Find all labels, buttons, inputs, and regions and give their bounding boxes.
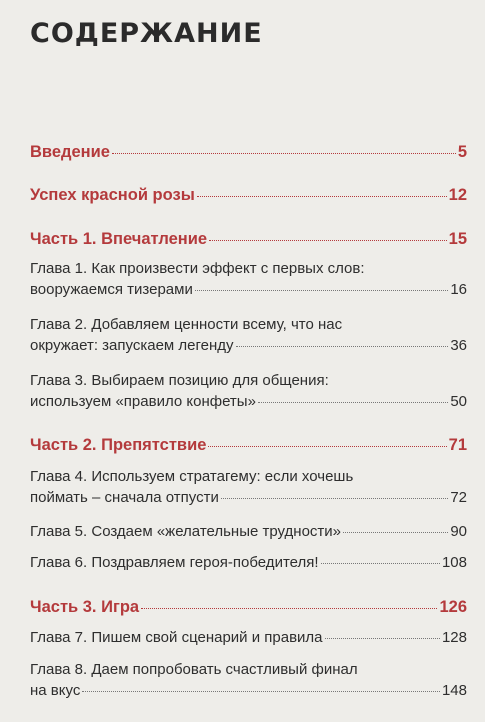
toc-chapter-2[interactable] xyxy=(30,314,467,356)
toc-dot-leader xyxy=(197,196,447,197)
toc-part-3[interactable] xyxy=(30,598,467,617)
toc-part-label: Часть 2. Препятствие xyxy=(30,436,207,454)
toc-chapter-page: 16 xyxy=(450,281,467,298)
toc-chapter-title: Глава 6. Поздравляем героя-победителя! xyxy=(30,554,319,571)
toc-chapter-page: 72 xyxy=(450,489,467,506)
toc-chapter-page: 50 xyxy=(450,393,467,410)
toc-section-page: 5 xyxy=(457,143,467,161)
toc-chapter-6[interactable] xyxy=(30,552,467,573)
toc-dot-leader xyxy=(325,638,440,639)
toc-dot-leader xyxy=(258,402,448,403)
toc-chapter-title-line1: Глава 2. Добавляем ценности всему, что нас xyxy=(30,316,343,333)
page-title: СОДЕРЖАНИЕ xyxy=(30,18,263,49)
toc-chapter-7[interactable] xyxy=(30,627,467,648)
toc-part-1[interactable] xyxy=(30,230,467,249)
toc-part-page: 71 xyxy=(448,436,467,454)
toc-chapter-title-line2: используем «правило конфеты» xyxy=(30,393,256,410)
toc-section-label: Введение xyxy=(30,143,110,161)
toc-chapter-page: 36 xyxy=(450,337,467,354)
toc-chapter-page: 90 xyxy=(450,523,467,540)
toc-chapter-title: Глава 7. Пишем свой сценарий и правила xyxy=(30,629,323,646)
toc-chapter-page: 128 xyxy=(441,629,467,646)
toc-part-label: Часть 1. Впечатление xyxy=(30,230,208,248)
toc-dot-leader xyxy=(112,153,456,154)
toc-dot-leader xyxy=(208,446,446,447)
toc-chapter-title-line2: вооружаемся тизерами xyxy=(30,281,193,298)
toc-dot-leader xyxy=(236,346,449,347)
toc-dot-leader xyxy=(195,290,448,291)
toc-chapter-4[interactable] xyxy=(30,466,467,508)
toc-chapter-8[interactable] xyxy=(30,659,467,701)
toc-chapter-title: Глава 5. Создаем «желательные трудности» xyxy=(30,523,342,540)
toc-chapter-3[interactable] xyxy=(30,370,467,412)
toc-chapter-title-line2: окружает: запускаем легенду xyxy=(30,337,234,354)
toc-chapter-page: 148 xyxy=(441,682,467,699)
toc-dot-leader xyxy=(321,563,440,564)
toc-part-label: Часть 3. Игра xyxy=(30,598,140,616)
toc-section-page: 12 xyxy=(448,186,467,204)
toc-part-page: 126 xyxy=(439,598,467,616)
toc-dot-leader xyxy=(82,691,440,692)
toc-chapter-page: 108 xyxy=(441,554,467,571)
toc-part-page: 15 xyxy=(448,230,467,248)
toc-dot-leader xyxy=(141,608,437,609)
toc-section-intro[interactable] xyxy=(30,143,467,162)
toc-chapter-5[interactable] xyxy=(30,521,467,542)
toc-dot-leader xyxy=(209,240,447,241)
toc-dot-leader xyxy=(221,498,448,499)
toc-chapter-title-line2: поймать – сначала отпусти xyxy=(30,489,219,506)
toc-chapter-title-line2: на вкус xyxy=(30,682,81,699)
toc-section-red-rose[interactable] xyxy=(30,186,467,205)
toc-chapter-title-line1: Глава 8. Даем попробовать счастливый финал xyxy=(30,661,358,678)
toc-part-2[interactable] xyxy=(30,436,467,455)
toc-chapter-title-line1: Глава 3. Выбираем позицию для общения: xyxy=(30,372,329,389)
toc-chapter-title-line1: Глава 1. Как произвести эффект с первых слов: xyxy=(30,260,365,277)
toc-dot-leader xyxy=(343,532,448,533)
toc-section-label: Успех красной розы xyxy=(30,186,195,204)
toc-chapter-title-line1: Глава 4. Используем стратагему: если хочешь xyxy=(30,468,354,485)
toc-chapter-1[interactable] xyxy=(30,258,467,300)
